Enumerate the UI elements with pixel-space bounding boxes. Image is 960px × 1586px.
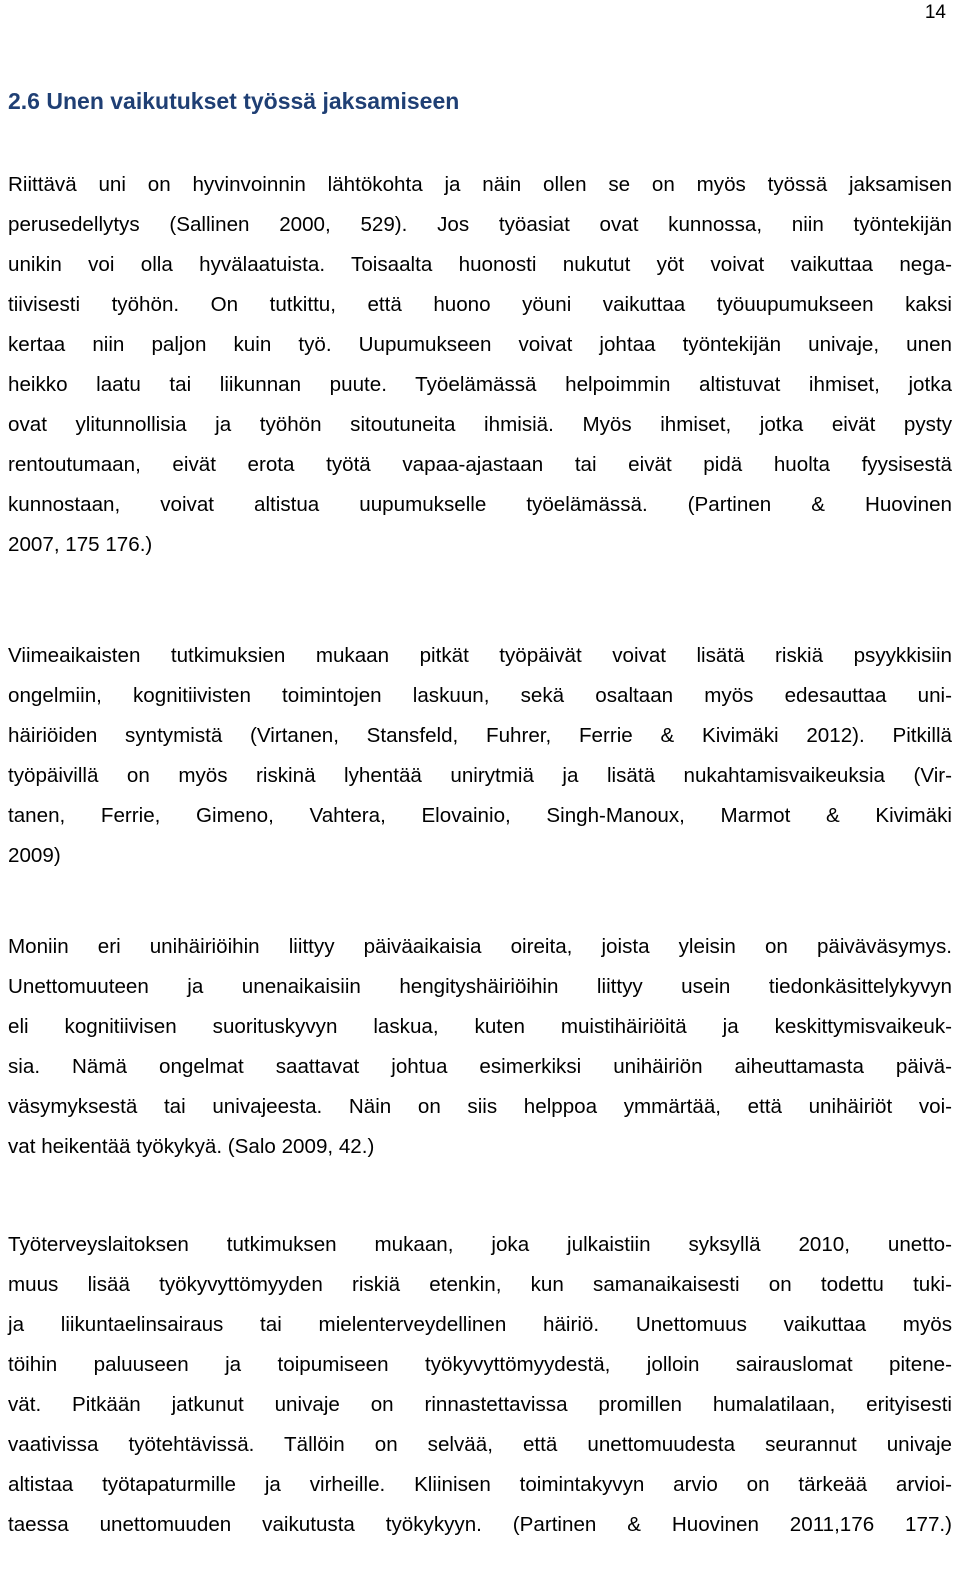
paragraph-2 xyxy=(8,636,952,876)
text-line: häiriöiden syntymistä (Virtanen, Stansfeld, Fuhrer, Ferrie & Kivimäki 2012). Pitkillä xyxy=(8,724,952,747)
text-line: kunnostaan, voivat altistua uupumukselle työelämässä. (Partinen & Huovinen xyxy=(8,493,952,516)
text-line: väsymyksestä tai univajeesta. Näin on siis helppoa ymmärtää, että unihäiriöt voi- xyxy=(8,1095,952,1118)
text-line: sia. Nämä ongelmat saattavat johtua esimerkiksi unihäiriön aiheuttamasta päivä- xyxy=(8,1055,952,1078)
text-line: ja liikuntaelinsairaus tai mielenterveydellinen häiriö. Unettomuus vaikuttaa myös xyxy=(8,1313,952,1336)
text-line: taessa unettomuuden vaikutusta työkykyyn. (Partinen & Huovinen 2011,176 177.) xyxy=(8,1513,952,1536)
paragraph-3 xyxy=(8,927,952,1167)
text-line: 2009) xyxy=(8,844,61,867)
text-line: Moniin eri unihäiriöihin liittyy päiväaikaisia oireita, joista yleisin on päiväväsymys. xyxy=(8,935,952,958)
text-line: eli kognitiivisen suorituskyvyn laskua, kuten muistihäiriöitä ja keskittymisvaikeuk- xyxy=(8,1015,952,1038)
section-heading: 2.6 Unen vaikutukset työssä jaksamiseen xyxy=(8,88,460,114)
text-line: ovat ylitunnollisia ja työhön sitoutuneita ihmisiä. Myös ihmiset, jotka eivät pysty xyxy=(8,413,952,436)
text-line: altistaa työtapaturmille ja virheille. Kliinisen toimintakyvyn arvio on tärkeää arvioi- xyxy=(8,1473,952,1496)
text-line: vät. Pitkään jatkunut univaje on rinnastettavissa promillen humalatilaan, erityisesti xyxy=(8,1393,952,1416)
text-line: heikko laatu tai liikunnan puute. Työelämässä helpoimmin altistuvat ihmiset, jotka xyxy=(8,373,952,396)
text-line: töihin paluuseen ja toipumiseen työkyvyttömyydestä, jolloin sairauslomat pitene- xyxy=(8,1353,952,1376)
text-line: vat heikentää työkykyä. (Salo 2009, 42.) xyxy=(8,1135,375,1158)
text-line: Viimeaikaisten tutkimuksien mukaan pitkät työpäivät voivat lisätä riskiä psyykkisiin xyxy=(8,644,952,667)
page-number: 14 xyxy=(924,2,946,23)
text-line: Työterveyslaitoksen tutkimuksen mukaan, joka julkaistiin syksyllä 2010, unetto- xyxy=(8,1233,952,1256)
paragraph-1 xyxy=(8,165,952,565)
text-line: Unettomuuteen ja unenaikaisiin hengityshäiriöihin liittyy usein tiedonkäsittelykyvyn xyxy=(8,975,952,998)
text-line: kertaa niin paljon kuin työ. Uupumukseen voivat johtaa työntekijän univaje, unen xyxy=(8,333,952,356)
text-line: 2007, 175 176.) xyxy=(8,533,153,556)
text-line: tiivisesti työhön. On tutkittu, että huono yöuni vaikuttaa työuupumukseen kaksi xyxy=(8,293,952,316)
text-line: perusedellytys (Sallinen 2000, 529). Jos työasiat ovat kunnossa, niin työntekijän xyxy=(8,213,952,236)
text-line: tanen, Ferrie, Gimeno, Vahtera, Elovainio, Singh-Manoux, Marmot & Kivimäki xyxy=(8,804,952,827)
text-line: unikin voi olla hyvälaatuista. Toisaalta huonosti nukutut yöt voivat vaikuttaa nega- xyxy=(8,253,952,276)
paragraph-4 xyxy=(8,1225,952,1545)
text-line: Riittävä uni on hyvinvoinnin lähtökohta ja näin ollen se on myös työssä jaksamisen xyxy=(8,173,952,196)
text-line: rentoutumaan, eivät erota työtä vapaa-ajastaan tai eivät pidä huolta fyysisestä xyxy=(8,453,952,476)
text-line: muus lisää työkyvyttömyyden riskiä etenkin, kun samanaikaisesti on todettu tuki- xyxy=(8,1273,952,1296)
text-line: vaativissa työtehtävissä. Tällöin on selvää, että unettomuudesta seurannut univaje xyxy=(8,1433,952,1456)
text-line: työpäivillä on myös riskinä lyhentää unirytmiä ja lisätä nukahtamisvaikeuksia (Vir- xyxy=(8,764,952,787)
text-line: ongelmiin, kognitiivisten toimintojen laskuun, sekä osaltaan myös edesauttaa uni- xyxy=(8,684,952,707)
